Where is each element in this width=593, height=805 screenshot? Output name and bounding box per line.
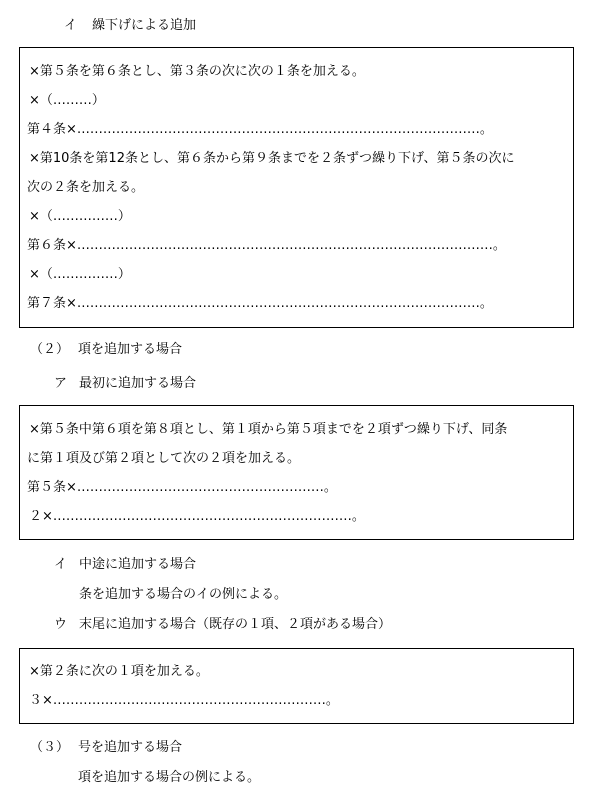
box1-line: ×（………） bbox=[29, 93, 105, 108]
box2-line: ×第５条中第６項を第８項とし、第１項から第５項までを２項ずつ繰り下げ、同条 bbox=[29, 422, 508, 437]
box1-line: 第６条×……………………………………………………………………………………。 bbox=[27, 238, 506, 253]
box3-line: ×第２条に次の１項を加える。 bbox=[29, 664, 209, 679]
box2-line: ２×……………………………………………………………。 bbox=[29, 509, 365, 524]
section-2a-title: 最初に追加する場合 bbox=[79, 376, 197, 391]
section-i-marker: イ bbox=[64, 18, 78, 33]
box1-line: 第４条×…………………………………………………………………………………。 bbox=[27, 122, 493, 137]
box1-line: ×（……………） bbox=[29, 267, 131, 282]
section-2i-title: 中途に追加する場合 bbox=[79, 557, 197, 572]
box3-line: ３×………………………………………………………。 bbox=[29, 693, 339, 708]
example-box-3 bbox=[19, 648, 574, 724]
section-i-title: 繰下げによる追加 bbox=[92, 18, 197, 33]
box2-line: 第５条×…………………………………………………。 bbox=[27, 480, 337, 495]
section-2i-marker: イ bbox=[54, 557, 68, 572]
box2-line: に第１項及び第２項として次の２項を加える。 bbox=[27, 451, 301, 466]
section-2-marker: （２） bbox=[30, 342, 70, 357]
section-3-title: 号を追加する場合 bbox=[78, 740, 183, 755]
section-3-body: 項を追加する場合の例による。 bbox=[78, 770, 261, 785]
box1-line: ×第10条を第12条とし、第６条から第９条までを２条ずつ繰り下げ、第５条の次に bbox=[29, 151, 515, 166]
section-2i-body: 条を追加する場合のイの例による。 bbox=[79, 587, 288, 602]
section-3-marker: （３） bbox=[30, 740, 70, 755]
box1-line: 第７条×…………………………………………………………………………………。 bbox=[27, 296, 493, 311]
box1-line: 次の２条を加える。 bbox=[27, 180, 145, 195]
section-2-title: 項を追加する場合 bbox=[78, 342, 183, 357]
box1-line: ×第５条を第６条とし、第３条の次に次の１条を加える。 bbox=[29, 64, 365, 79]
section-2u-title: 末尾に追加する場合（既存の１項、２項がある場合） bbox=[79, 617, 392, 632]
box1-line: ×（……………） bbox=[29, 209, 131, 224]
section-2a-marker: ア bbox=[54, 376, 68, 391]
section-2u-marker: ウ bbox=[54, 617, 68, 632]
